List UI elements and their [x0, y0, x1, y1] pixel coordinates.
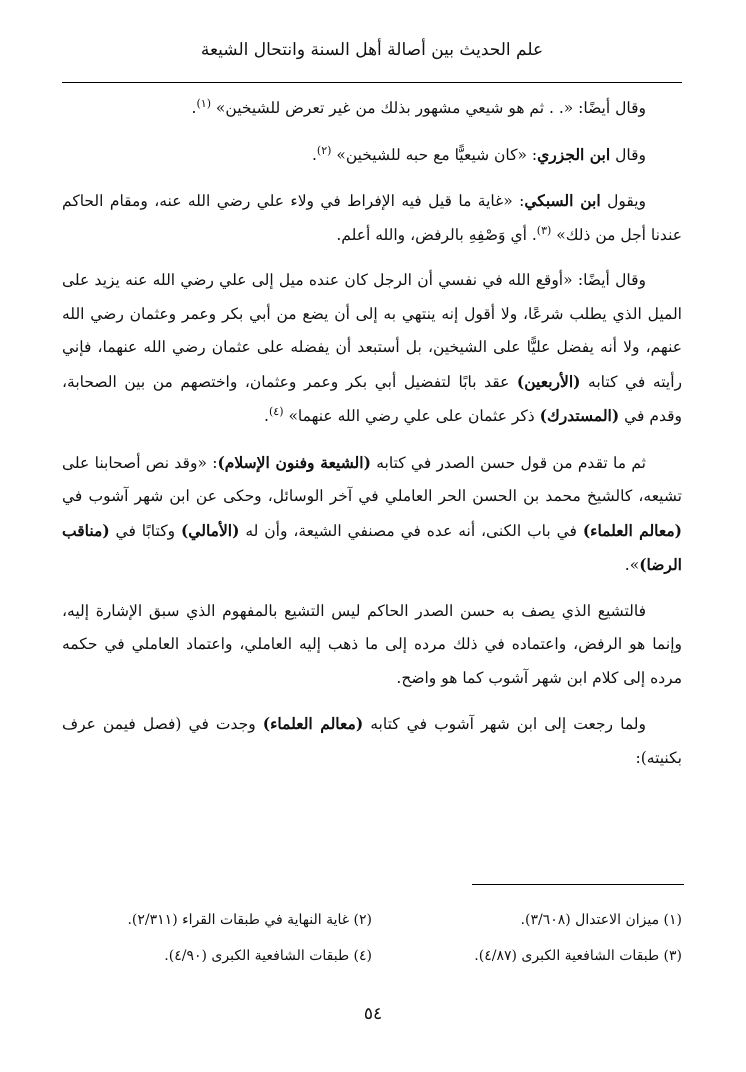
footnote-ref-2: (٢)	[316, 143, 332, 157]
paragraph-4-t3: ذكر عثمان على علي رضي الله عنهما»	[288, 407, 540, 425]
paragraph-5	[62, 446, 682, 583]
footnote-row	[62, 938, 682, 974]
paragraph-2-pre: وقال	[610, 145, 646, 164]
book-title-alarbaeen: (الأربعين)	[516, 371, 581, 391]
paragraph-7-t2: وجدت في (فصل فيمن عرف بكنيته):	[62, 715, 682, 767]
paragraph-5-t2: : «وقد نص أصحابنا على تشيعه، كالشيخ محمد بن الحسن الحر العاملي في آخر الوسائل، وحكى عن ابن شهر آشوب في	[62, 453, 682, 505]
paragraph-7	[62, 707, 682, 775]
footnote-separator	[472, 884, 684, 885]
main-text	[62, 92, 682, 777]
paragraph-2: وقال ابن الجزري: «كان شيعيًّا مع حبه للشيخين» $^{(٢)}$.	[311, 143, 646, 164]
book-title-shia-funun: (الشيعة وفنون الإسلام)	[217, 452, 371, 472]
paragraph-3-post: . أي وَصْفِهِ بالرفض، والله أعلم.	[336, 225, 537, 244]
paragraph-3	[62, 184, 682, 252]
paragraph-7-t1: ولما رجعت إلى ابن شهر آشوب في كتابه	[363, 715, 646, 733]
paragraph-4	[62, 264, 682, 434]
paragraph-2-post: : «كان شيعيًّا مع حبه للشيخين»	[336, 145, 538, 164]
footnote-4: (٤) طبقات الشافعية الكبرى (٤/٩٠).	[164, 948, 372, 964]
paragraph-3-pre: ويقول	[600, 192, 646, 210]
book-title-manaqib-alrida: (مناقب الرضا)	[62, 520, 682, 574]
paragraph-4-t2: عقد بابًا لتفضيل أبي بكر وعمر وعثمان، واختصهم من بين الصحابة، وقدم في	[62, 372, 682, 425]
paragraph-5-t1: ثم ما تقدم من قول حسن الصدر في كتابه	[370, 453, 646, 472]
book-title-maalim-alulama: (معالم العلماء)	[582, 520, 683, 540]
book-title-maalim-alulama-2: (معالم العلماء)	[262, 714, 364, 733]
paragraph-5-t3: في باب الكنى، أنه عده في مصنفي الشيعة، وأن له	[239, 521, 583, 540]
footnote-2: (٢) غاية النهاية في طبقات القراء (٢/٣١١).	[127, 912, 372, 928]
scholar-name-ibn-aljazari: ابن الجزري	[537, 144, 611, 164]
footnote-row	[62, 902, 682, 938]
paragraph-6: فالتشيع الذي يصف به حسن الصدر الحاكم ليس التشيع بالمفهوم الذي سبق الإشارة إليه، وإنما هو الرفض، واعتماده في ذلك مرده إلى ما ذهب إليه العاملي، واعتماد العاملي في حكمه مرده إلى كلام ابن شهر آشوب كما هو واضح.	[62, 601, 682, 687]
book-title-alamali: (الأمالي)	[180, 520, 240, 540]
paragraph-4-end: .	[264, 407, 269, 425]
footnotes	[62, 902, 682, 974]
paragraph-1: وقال أيضًا: «. . ثم هو شيعي مشهور بذلك من غير تعرض للشيخين» $^{(١)}$.	[191, 96, 646, 117]
footnote-1: (١) ميزان الاعتدال (٣/٦٠٨).	[520, 912, 682, 928]
paragraph-4-t1: وقال أيضًا: «أوقع الله في نفسي أن الرجل كان عنده ميل إلى علي رضي الله عنه يزيد على الميل الذي يطلب شرعًا، ولا أقول إنه ينتهي به إلى أن يضع من أبي بكر وعمر وعثمان رضي الله عنهم، ولا أنه يفضل عليًّا على الشيخين، بل أستبعد أن يفضله على عثمان رضي الله عنهما، فإني رأيته في كتابه	[62, 271, 682, 391]
running-header: علم الحديث بين أصالة أهل السنة وانتحال الشيعة	[200, 40, 544, 60]
paragraph-1-text: وقال أيضًا: «. . ثم هو شيعي مشهور بذلك من غير تعرض للشيخين»	[215, 99, 646, 117]
footnote-ref-3: (٣)	[536, 223, 552, 237]
header-rule	[62, 82, 682, 83]
paragraph-5-t5: ».	[624, 556, 640, 574]
footnote-ref-4: (٤)	[268, 404, 284, 418]
page-number: ٥٤	[363, 1004, 383, 1024]
paragraph-3-mid: : «غاية ما قيل فيه الإفراط في ولاء علي رضي الله عنه، ومقام الحاكم عندنا أجل من ذلك»	[62, 192, 682, 244]
footnote-ref-1: (١)	[196, 96, 211, 110]
scholar-name-ibn-alsubki: ابن السبكي	[524, 191, 601, 210]
paragraph-5-t4: وكتابًا في	[109, 521, 181, 540]
book-title-almustadrak: (المستدرك)	[539, 406, 620, 425]
footnote-3: (٣) طبقات الشافعية الكبرى (٤/٨٧).	[474, 948, 682, 964]
